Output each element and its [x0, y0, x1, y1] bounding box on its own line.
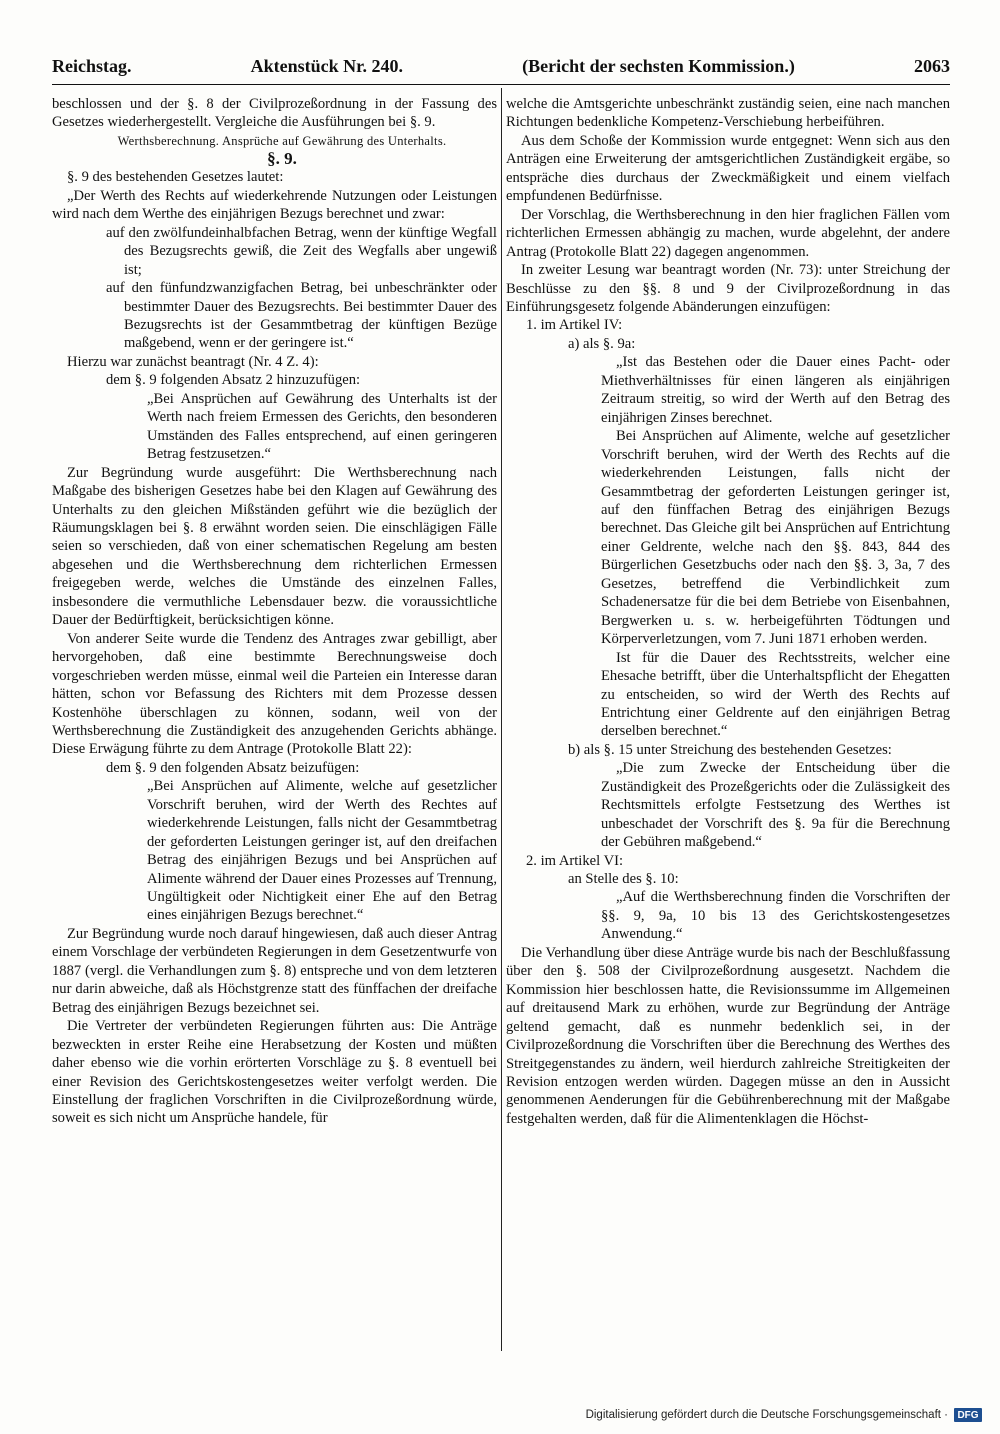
header-rule [52, 84, 950, 85]
quoted-paragraph: „Der Werth des Rechts auf wiederkehrende Nutzungen oder Leistungen wird nach dem Werthe des einjährigen Bezugs berechnet und zwar: [52, 187, 497, 223]
column-divider [501, 88, 502, 1351]
right-column [506, 95, 950, 1128]
quoted-item: auf den zwölfundeinhalbfachen Betrag, wenn der künftige Wegfall des Bezugsrechts gewiß, die Zeit des Wegfalls aber ungewiß ist; [106, 224, 497, 278]
paragraph: In zweiter Lesung war beantragt worden (Nr. 73): unter Streichung der Beschlüsse zu den §§. 8 und 9 der Civilprozeßordnung in das Einführungsgesetz folgende Abänderungen einzufügen: [506, 262, 950, 315]
paragraph: Aus dem Schoße der Kommission wurde entgegnet: Wenn sich aus den Anträgen eine Erweiterung der amtsgerichtlichen Zuständigkeit ergäbe, so entspräche dies durchaus der Zweckmäßigkeit und einem vielfach empfundenen Bedürfnisse. [506, 132, 950, 205]
paragraph: Hierzu war zunächst beantragt (Nr. 4 Z. 4): [67, 353, 319, 370]
paragraph: Die Verhandlung über diese Anträge wurde bis nach der Beschlußfassung über den §. 508 der Civilprozeßordnung ausgesetzt. Nachdem die Kommission hier beschlossen hatte, die Revisionssumme im Allgemeinen auf dreitausend Mark zu erhöhen, wurde zur Begründung der Anträge geltend gemacht, daß es nunmehr bedenklich sei, in der Civilprozeßordnung die Vorschriften über die Berechnung des Werthes des Streitgegenstandes zu ändern, weil hierdurch zahlreiche Streitigkeiten der Revision entzogen werden würden. Dagegen müsse an den in Aussicht genommenen Aenderungen für die Gebührenberechnung mit der Maßgabe festgehalten werden, daß für die Alimentenklagen die Höchst- [506, 944, 950, 1127]
quoted-paragraph: „Bei Ansprüchen auf Gewährung des Unterhalts ist der Werth nach freiem Ermessen des Gerichts, den besonderen Umständen des Falles entsprechend, auf einen geringeren Betrag festzusetzen.“ [147, 390, 497, 463]
paragraph: Der Vorschlag, die Werthsberechnung in den hier fraglichen Fällen vom richterlichen Ermessen abhängig zu machen, wurde abgelehnt, der andere Antrag (Protokolle Blatt 22) dagegen angenommen. [506, 206, 950, 260]
footer-credit: Digitalisierung gefördert durch die Deutsche Forschungsgemeinschaft · [585, 1409, 948, 1421]
quoted-paragraph: „Ist das Bestehen oder die Dauer eines Pacht- oder Miethverhältnisses für einen längeren als einjährigen Zeitraum streitig, so wird der Werth auf den Betrag des einjährigen Zinses berechnet. [601, 354, 950, 426]
section-heading: §. 9. [267, 149, 297, 169]
header-document-number: Aktenstück Nr. 240. [250, 55, 404, 76]
quoted-item: auf den fünfundzwanzigfachen Betrag, bei unbeschränkter oder bestimmter Dauer des Bezugsrechts. Bei bestimmter Dauer des Bezugsrechts ist der Gesammtbetrag der künftigen Bezüge maßgebend, wenn er der geringere ist.“ [106, 280, 497, 352]
paragraph: Zur Begründung wurde ausgeführt: Die Werthsberechnung nach Maßgabe des bisherigen Gesetzes habe bei den Klagen auf Gewährung des Unterhalts zu den gleichen Mißständen geführt wie die bezüglich der Räumungsklagen bei §. 8 erwähnt worden seien. Die einschlägigen Fälle seien so verschieden, daß von einer schematischen Regelung am besten abgesehen und die Werthsberechnung dem richterlichen Ermessen freigegeben werde, welches die Umstände des einzelnen Falles, insbesondere die vermuthliche Lebensdauer bezw. die voraussichtliche Dauer der Bedürftigkeit, berücksichtigen könne. [52, 464, 497, 629]
page-number: 2063 [913, 55, 950, 76]
quoted-paragraph: Ist für die Dauer des Rechtsstreits, welcher eine Ehesache betrifft, über die Unterhaltspflicht der Ehegatten zu entscheiden, so wird der Werth des Rechts auf Entrichtung einer Geldrente auf den einjährigen Betrag derselben berechnet.“ [601, 649, 950, 740]
subject-heading: Werthsberechnung. Ansprüche auf Gewährung des Unterhalts. [117, 133, 447, 148]
list-item: an Stelle des §. 10: [568, 871, 679, 888]
list-item: a) als §. 9a: [568, 335, 636, 352]
header-reichstag: Reichstag. [52, 55, 132, 76]
header-report-note: (Bericht der sechsten Kommission.) [522, 55, 795, 76]
paragraph: Die Vertreter der verbündeten Regierungen führten aus: Die Anträge bezweckten in erster Reihe eine Herabsetzung der Kosten und müßten daher ebenso wie die vorhin erörterten Vorschläge zu §. 8 eventuell bei einer Revision des Gerichtskostengesetzes weiter verfolgt werden. Die Einstellung der fraglichen Vorschriften in die Civilprozeßordnung würde, soweit es sich nicht um Ansprüche handele, für [52, 1018, 497, 1127]
list-item: b) als §. 15 unter Streichung des bestehenden Gesetzes: [568, 741, 892, 758]
paragraph: §. 9 des bestehenden Gesetzes lautet: [67, 169, 284, 186]
dfg-logo-icon: DFG [954, 1408, 982, 1422]
quoted-paragraph: Bei Ansprüchen auf Alimente, welche auf gesetzlicher Vorschrift beruhen, wird der Werth des Rechts auf die wiederkehrenden Leistungen, falls nicht der Gesammtbetrag der geforderten Leistungen geringer ist, auf den fünffachen Betrag des einjährigen Bezugs berechnet. Das Gleiche gilt bei Ansprüchen auf Entrichtung einer Geldrente, welche nach den §§. 843, 844 des Bürgerlichen Gesetzbuchs oder nach den §§. 3, 3a, 7 des Gesetzes, betreffend die Verbindlichkeit zum Schadenersatze für die bei dem Betriebe von Eisenbahnen, Bergwerken u. s. w. herbeigeführten Tödtungen und Körperverletzungen, vom 7. Juni 1871 erhoben werden. [601, 428, 950, 648]
paragraph: Von anderer Seite wurde die Tendenz des Antrages zwar gebilligt, aber hervorgehoben, daß eine bestimmte Berechnungsweise doch vorgeschrieben werden müsse, einmal weil die Parteien ein Interesse daran hätten, schon vor Befassung des Richters mit dem Prozesse dessen Kostenhöhe überschlagen zu können, sodann, weil von der Werthsberechnung die Zuständigkeit des anzugehenden Gerichts abhänge. Diese Erwägung führte zu dem Antrage (Protokolle Blatt 22): [52, 630, 497, 758]
quoted-paragraph: „Bei Ansprüchen auf Alimente, welche auf gesetzlicher Vorschrift beruhen, wird der Werth des Rechtes auf wiederkehrende Leistungen, falls nicht der Gesammtbetrag der geforderten Leistungen geringer ist, auf den dreifachen Betrag des einjährigen Bezugs und bei Ansprüchen auf Alimente während der Dauer eines Prozesses auf Trennung, Ungültigkeit oder Nichtigkeit einer Ehe auf den Betrag eines einjährigen Bezugs berechnet.“ [147, 778, 497, 924]
quoted-paragraph: „Auf die Werthsberechnung finden die Vorschriften der §§. 9, 9a, 10 bis 13 des Gerichtskostengesetzes Anwendung.“ [601, 889, 950, 943]
running-header [52, 52, 950, 80]
left-column [52, 95, 497, 1128]
paragraph: dem §. 9 folgenden Absatz 2 hinzuzufügen: [106, 372, 361, 389]
paragraph: beschlossen und der §. 8 der Civilprozeßordnung in der Fassung des Gesetzes wiederhergestellt. Vergleiche die Ausführungen bei §. 9. [52, 96, 497, 131]
paragraph: Zur Begründung wurde noch darauf hingewiesen, daß auch dieser Antrag einem Vorschlage der verbündeten Regierungen in dem Gesetzentwurfe von 1887 (vergl. die Verhandlungen zum §. 8) entspreche und von dem letzteren nur darin abweiche, daß als Höchstgrenze statt des fünffachen der dreifache Betrag des einjährigen Bezugs bezeichnet sei. [52, 925, 497, 1016]
paragraph: welche die Amtsgerichte unbeschränkt zuständig seien, eine nach manchen Richtungen bedenkliche Kompetenz-Verschiebung herbeiführen. [506, 96, 950, 131]
digitization-footer [586, 1405, 982, 1425]
list-item: 2. im Artikel VI: [526, 852, 624, 869]
list-item: 1. im Artikel IV: [526, 317, 623, 334]
quoted-paragraph: „Die zum Zwecke der Entscheidung über die Zuständigkeit des Prozeßgerichts oder die Zulässigkeit des Rechtsmittels erfolgte Festsetzung des Werthes ist unbeschadet der Vorschrift des §. 9a für die Berechnung der Gebühren maßgebend.“ [601, 760, 950, 851]
paragraph: dem §. 9 den folgenden Absatz beizufügen: [106, 759, 360, 776]
